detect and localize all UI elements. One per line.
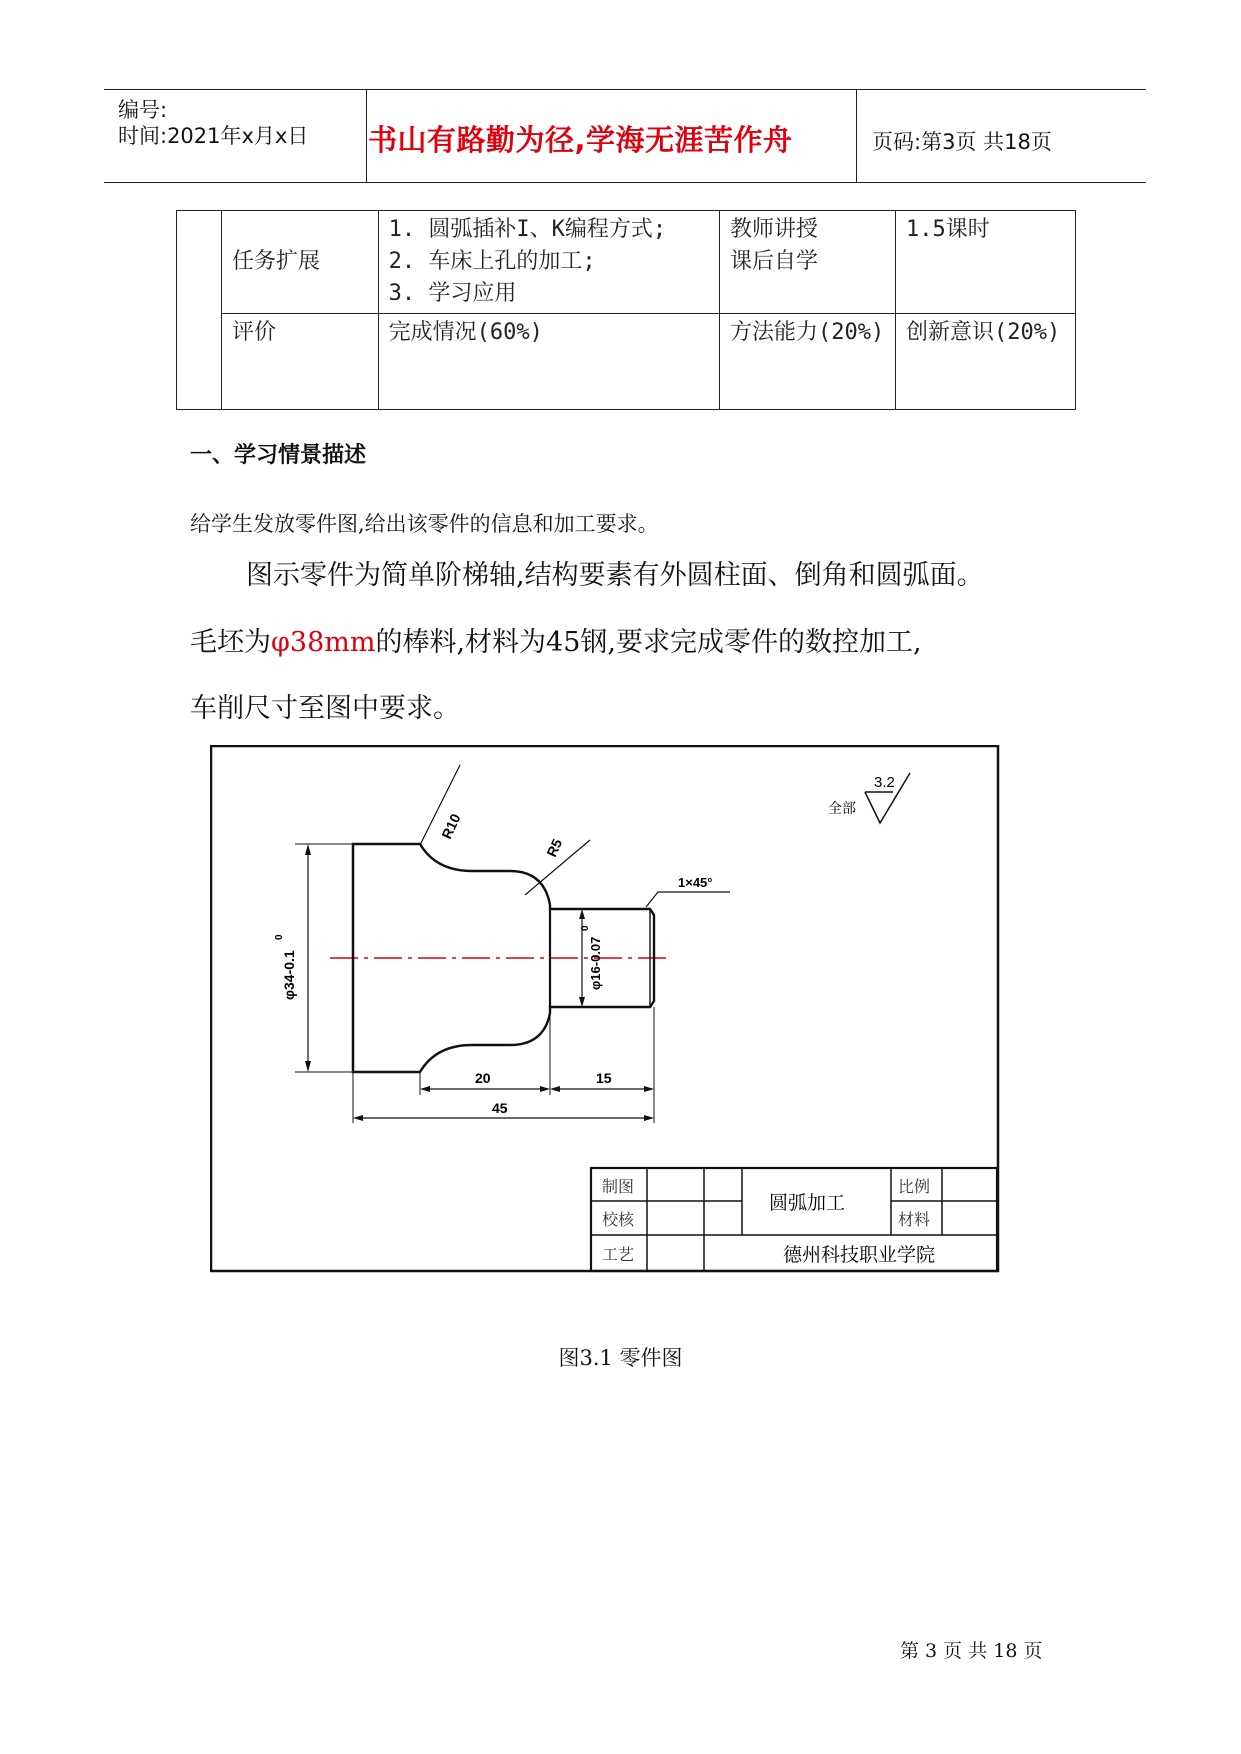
content-line: 完成情况(60%) — [388, 320, 543, 345]
r5-label: R5 — [543, 836, 566, 860]
dia-small-upper: 0 — [580, 925, 591, 931]
header-bottom-rule — [104, 182, 1146, 183]
header-page-code: 页码:第3页 共18页 — [872, 130, 1052, 154]
table-cell-time — [896, 211, 1076, 314]
paragraph-line-2 — [190, 620, 922, 659]
figure-caption: 图3.1 零件图 — [558, 1346, 683, 1370]
tb-drawn: 制图 — [602, 1179, 635, 1196]
tb-checked: 校核 — [602, 1212, 635, 1229]
arrow — [644, 1086, 654, 1092]
content-line: 3. 学习应用 — [388, 281, 517, 306]
arrow — [305, 844, 311, 855]
table-cell-content — [378, 211, 719, 314]
paragraph-line-1 — [246, 553, 984, 592]
method-line: 课后自学 — [730, 249, 819, 274]
arrow — [540, 1086, 550, 1092]
dim-20-label: 20 — [475, 1070, 491, 1086]
paragraph-text: 图示零件为简单阶梯轴,结构要素有外圆柱面、倒角和圆弧面。 — [246, 560, 984, 591]
table-cell-content — [378, 314, 719, 410]
table-cell-method — [720, 211, 896, 314]
header-number-label: 编号: — [118, 98, 168, 122]
page-footer: 第 3 页 共 18 页 — [900, 1640, 1043, 1662]
header-top-rule — [104, 89, 1146, 90]
content-line: 2. 车床上孔的加工; — [388, 249, 596, 274]
dim-15-label: 15 — [596, 1070, 612, 1086]
tb-material: 材料 — [898, 1212, 931, 1229]
arrow — [550, 1086, 560, 1092]
row-name-text: 任务扩展 — [231, 249, 320, 274]
arrow — [579, 997, 585, 1007]
tb-part-name: 圆弧加工 — [769, 1193, 846, 1214]
header-time-label: 时间:2021年x月x日 — [118, 124, 309, 148]
table-cell-name — [221, 211, 378, 314]
paragraph-highlight: φ38mm — [271, 627, 376, 658]
intro-text: 给学生发放零件图,给出该零件的信息和加工要求。 — [190, 512, 659, 536]
paragraph-line-3 — [190, 686, 460, 725]
paragraph-text: 的棒料,材料为45钢,要求完成零件的数控加工, — [375, 627, 922, 658]
arrow — [420, 1086, 430, 1092]
section-title: 一、学习情景描述 — [190, 443, 367, 468]
table-side-cell — [177, 211, 222, 410]
paragraph-text: 毛坯为 — [190, 627, 271, 658]
table-cell-name — [221, 314, 378, 410]
table-row — [177, 211, 1076, 314]
table-cell-time — [896, 314, 1076, 410]
roughness-value: 3.2 — [874, 774, 895, 791]
method-line: 教师讲授 — [730, 217, 819, 242]
time-text: 1.5课时 — [906, 217, 990, 242]
row-name-text: 评价 — [231, 320, 276, 345]
chamfer-label: 1×45° — [678, 875, 713, 890]
dim-45-label: 45 — [492, 1100, 508, 1116]
roughness-note: 全部 — [828, 800, 856, 816]
table-cell-method — [720, 314, 896, 410]
r10-label: R10 — [438, 811, 464, 842]
arrow — [353, 1115, 363, 1121]
paragraph-text: 车削尺寸至图中要求。 — [190, 693, 460, 724]
time-text: 创新意识(20%) — [906, 320, 1061, 345]
arrow — [579, 909, 585, 919]
dia-large-upper: 0 — [274, 934, 285, 940]
arrow — [305, 1061, 311, 1072]
arrow — [644, 1115, 654, 1121]
dia-large-label: φ34-0.1 — [281, 950, 297, 1000]
chamfer-leader — [646, 892, 730, 907]
table-row — [177, 314, 1076, 410]
tb-scale: 比例 — [898, 1179, 931, 1196]
header-divider-left — [366, 90, 367, 182]
part-drawing — [210, 745, 1000, 1275]
method-line: 方法能力(20%) — [730, 320, 885, 345]
dia-small-label: φ16-0.07 — [588, 936, 603, 990]
plan-table — [176, 210, 1076, 410]
tb-school: 德州科技职业学院 — [783, 1245, 936, 1266]
tb-process: 工艺 — [602, 1247, 635, 1264]
header-motto: 书山有路勤为径,学海无涯苦作舟 — [368, 123, 793, 157]
content-line: 1. 圆弧插补I、K编程方式; — [388, 217, 667, 242]
